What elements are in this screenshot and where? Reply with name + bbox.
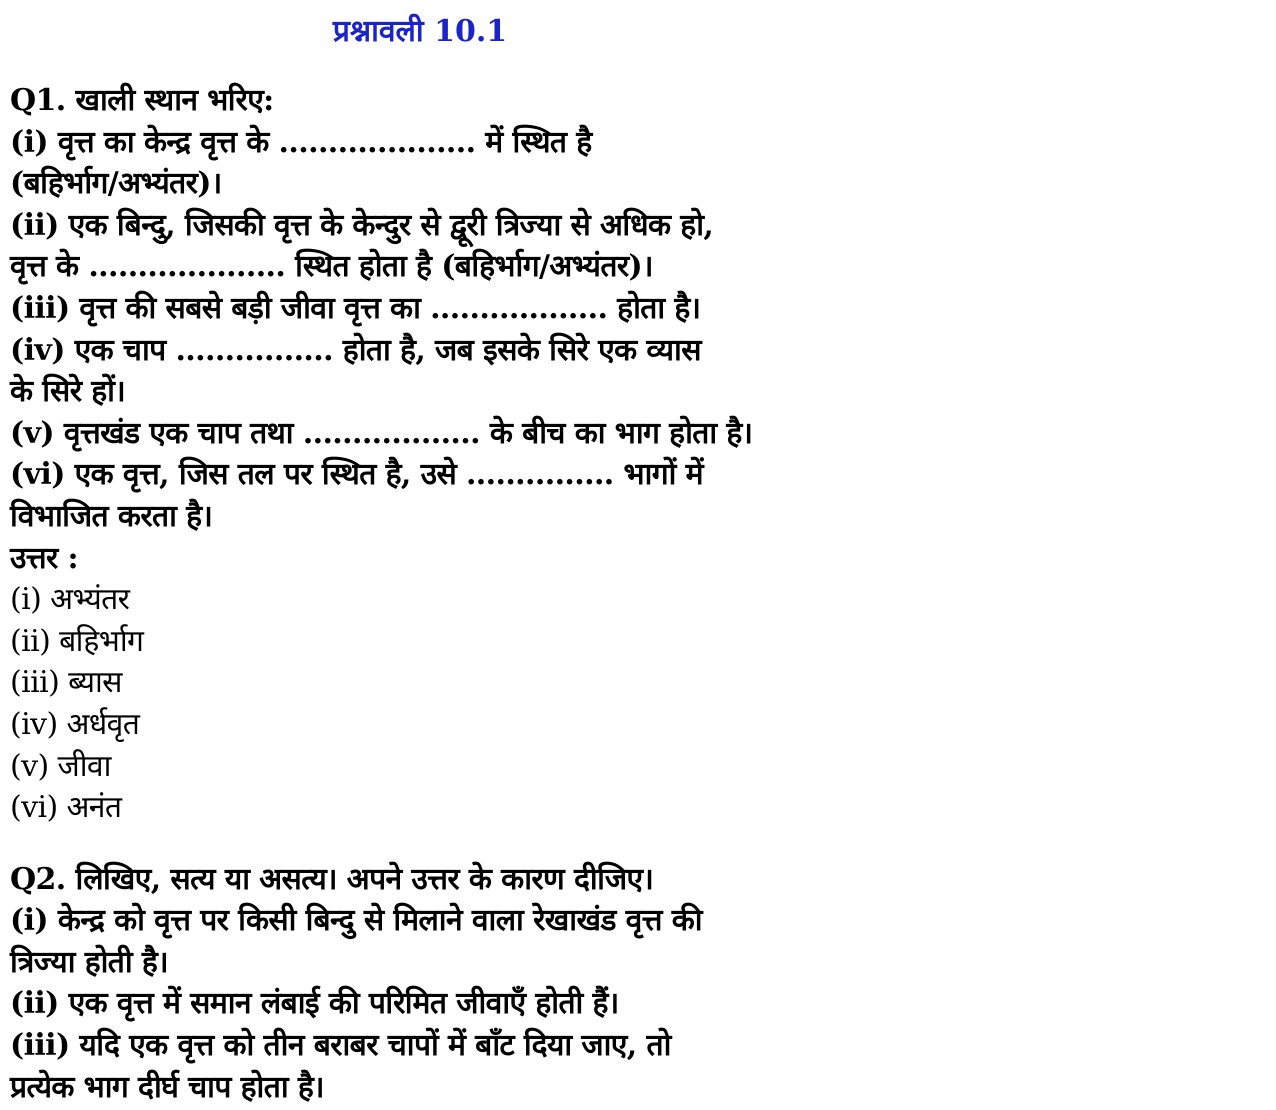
answer-i: (i) अभ्यंतर: [10, 582, 130, 618]
answer-iii: (iii) ब्यास: [10, 665, 122, 701]
question-1-part-i-cont: (बहिर्भाग/अभ्यंतर)।: [10, 166, 222, 202]
question-2-part-iii-cont: प्रत्येक भाग दीर्घ चाप होता है।: [10, 1069, 324, 1105]
exercise-content: [10, 80, 1260, 1108]
page-title: प्रश्नावली 10.1: [332, 14, 508, 49]
question-1-part-vi: (vi) एक वृत्त, जिस तल पर स्थित है, उसे ............... भागों में: [10, 457, 703, 493]
question-2-part-i: (i) केन्द्र को वृत्त पर किसी बिन्दु से मिलाने वाला रेखाखंड वृत्त की: [10, 903, 702, 939]
question-1-part-i: (i) वृत्त का केन्द्र वृत्त के .................... में स्थित है: [10, 124, 592, 160]
question-2-part-iii: (iii) यदि एक वृत्त को तीन बराबर चापों में बाँट दिया जाए, तो: [10, 1028, 671, 1064]
answer-v: (v) जीवा: [10, 748, 111, 784]
answer-ii: (ii) बहिर्भाग: [10, 623, 144, 659]
question-1-heading: Q1. खाली स्थान भरिए:: [10, 83, 274, 118]
question-1-part-v: (v) वृत्तखंड एक चाप तथा .................. के बीच का भाग होता है।: [10, 415, 753, 451]
question-1-part-vi-cont: विभाजित करता है।: [10, 498, 213, 534]
answer-vi: (vi) अनंत: [10, 790, 122, 826]
question-1-part-iv: (iv) एक चाप ................ होता है, जब इसके सिरे एक व्यास: [10, 332, 701, 368]
answer-iv: (iv) अर्धवृत: [10, 706, 140, 742]
question-2: [10, 859, 1260, 1109]
question-1-part-ii-cont: वृत्त के .................... स्थित होता है (बहिर्भाग/अभ्यंतर)।: [10, 249, 653, 285]
question-1: [10, 80, 1260, 829]
question-1-part-iii: (iii) वृत्त की सबसे बड़ी जीवा वृत्त का .................. होता है।: [10, 290, 701, 326]
answer-heading: उत्तर :: [10, 540, 78, 576]
question-1-part-iv-cont: के सिरे हों।: [10, 374, 126, 410]
question-2-part-i-cont: त्रिज्या होती है।: [10, 944, 169, 980]
question-2-part-ii: (ii) एक वृत्त में समान लंबाई की परिमित जीवाएँ होती हैं।: [10, 986, 619, 1022]
section-spacer: [10, 829, 1260, 859]
question-1-part-ii: (ii) एक बिन्दु, जिसकी वृत्त के केन्दुर से द्वूरी त्रिज्या से अधिक हो,: [10, 207, 714, 243]
question-2-heading: Q2. लिखिए, सत्य या असत्य। अपने उत्तर के कारण दीजिए।: [10, 861, 654, 897]
